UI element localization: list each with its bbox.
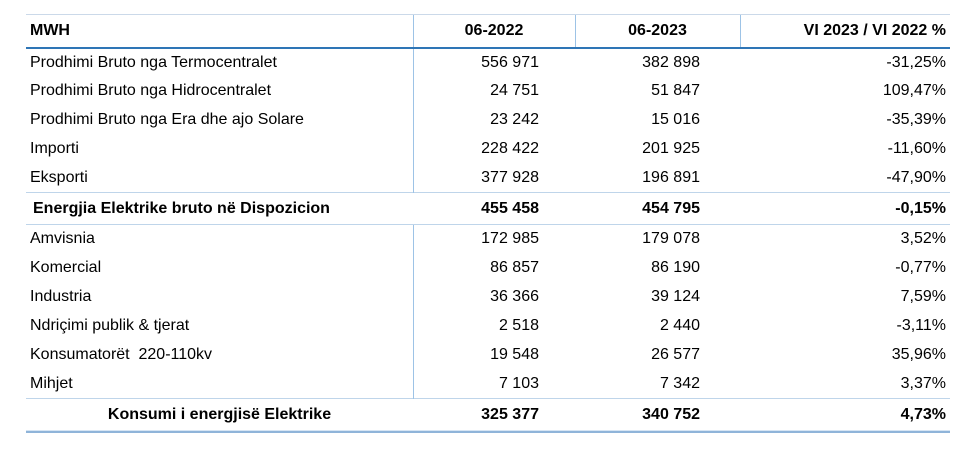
table-row [26, 106, 950, 135]
row-label: Industria [26, 283, 413, 312]
energy-balance-table [26, 14, 950, 431]
total-value-2022: 325 377 [413, 399, 575, 431]
row-label: Prodhimi Bruto nga Era dhe ajo Solare [26, 106, 413, 135]
table-row [26, 341, 950, 370]
value-2022: 556 971 [481, 53, 539, 71]
row-label: Amvisnia [26, 225, 413, 254]
value-2023: 179 078 [642, 230, 700, 248]
table-row [26, 283, 950, 312]
change-pct: -35,39% [886, 111, 946, 128]
value-2022: 228 422 [481, 140, 539, 157]
value-2022: 23 242 [490, 111, 539, 128]
value-2023: 2 440 [659, 317, 700, 334]
change-pct: 3,37% [900, 374, 946, 392]
table-header [26, 15, 950, 48]
change-pct: -47,90% [886, 168, 946, 186]
value-2022: 2 518 [498, 317, 539, 334]
total-row [26, 399, 950, 431]
change-pct: -11,60% [887, 140, 946, 157]
value-2023: 26 577 [651, 346, 700, 363]
gross-energy-total-row [26, 193, 950, 225]
row-label: Eksporti [26, 164, 413, 193]
change-pct: 35,96% [891, 346, 946, 363]
table-row [26, 164, 950, 193]
row-label: Komercial [26, 254, 413, 283]
total-value-2022: 455 458 [413, 193, 575, 225]
value-2022: 36 366 [490, 288, 539, 305]
change-pct: 7,59% [900, 288, 946, 305]
change-pct: -0,77% [895, 259, 946, 276]
value-2022: 7 103 [498, 374, 539, 392]
column-header-2022: 06-2022 [413, 15, 575, 48]
table-row [26, 135, 950, 164]
change-pct: -3,11% [896, 317, 946, 334]
row-label: Prodhimi Bruto nga Termocentralet [26, 48, 413, 77]
table-row [26, 254, 950, 283]
row-label: Importi [26, 135, 413, 164]
column-header-2023: 06-2023 [575, 15, 740, 48]
column-header-mwh: MWH [26, 15, 413, 48]
table-row [26, 312, 950, 341]
row-label: Mihjet [26, 370, 413, 399]
value-2023: 7 342 [659, 374, 700, 392]
value-2023: 196 891 [642, 168, 700, 186]
value-2023: 201 925 [642, 140, 700, 157]
value-2022: 19 548 [490, 346, 539, 363]
total-value-2023: 340 752 [575, 399, 740, 431]
value-2022: 377 928 [481, 168, 539, 186]
header-row [26, 15, 950, 48]
change-pct: 109,47% [882, 82, 946, 99]
total-value-2023: 454 795 [575, 193, 740, 225]
production-section [26, 48, 950, 193]
value-2023: 39 124 [651, 288, 700, 305]
change-pct: -31,25% [886, 53, 946, 71]
table-row [26, 48, 950, 77]
row-label: Ndriçimi publik & tjerat [26, 312, 413, 341]
value-2022: 172 985 [481, 230, 539, 248]
table-row [26, 225, 950, 254]
energy-table-container [26, 14, 950, 433]
total-change-pct: 4,73% [740, 399, 950, 431]
total-label: Konsumi i energjisë Elektrike [26, 399, 413, 431]
change-pct: 3,52% [900, 230, 946, 248]
total-label: Energjia Elektrike bruto në Dispozicion [26, 193, 413, 225]
value-2022: 24 751 [490, 82, 539, 99]
row-label: Konsumatorët 220-110kv [26, 341, 413, 370]
consumption-section [26, 225, 950, 399]
value-2023: 15 016 [651, 111, 700, 128]
total-change-pct: -0,15% [740, 193, 950, 225]
consumption-total-row [26, 399, 950, 431]
value-2023: 86 190 [651, 259, 700, 276]
table-row [26, 370, 950, 399]
row-label: Prodhimi Bruto nga Hidrocentralet [26, 77, 413, 106]
total-row [26, 193, 950, 225]
column-header-change: VI 2023 / VI 2022 % [740, 15, 950, 48]
value-2023: 51 847 [651, 82, 700, 99]
value-2022: 86 857 [490, 259, 539, 276]
value-2023: 382 898 [642, 53, 700, 71]
table-row [26, 77, 950, 106]
